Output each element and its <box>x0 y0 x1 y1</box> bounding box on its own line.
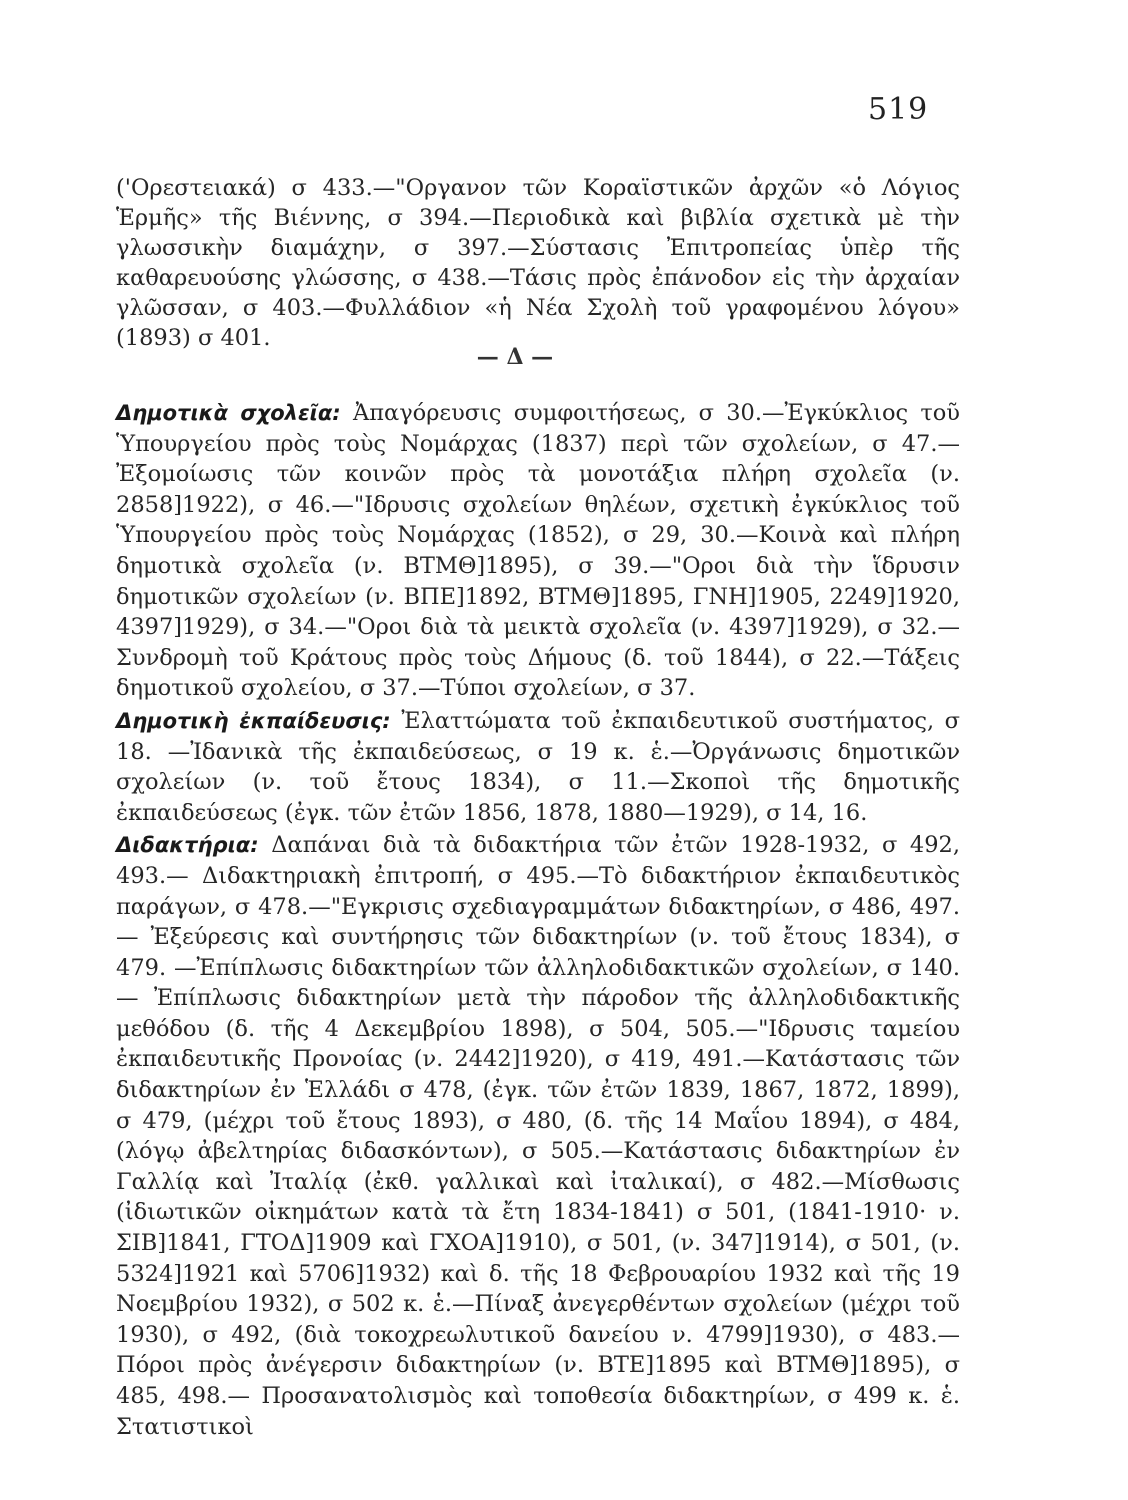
entry-text: Δαπάναι διὰ τὰ διδακτήρια τῶν ἐτῶν 1928-1932, σ 492, 493.— Διδακτηριακὴ ἐπιτροπή, σ 495.—Τὸ διδακτήριον ἐκπαιδευτικὸς παράγων, σ 478.—"Εγκρισις σχεδιαγραμμάτων διδακτηρίων, σ 486, 497.— Ἐξεύρεσις καὶ συντήρησις τῶν διδακτηρίων (ν. τοῦ ἔτους 1834), σ 479. —Ἐπίπλωσις διδακτηρίων τῶν ἀλληλοδιδακτικῶν σχολείων, σ 140.— Ἐπίπλωσις διδακτηρίων μετὰ τὴν πάροδον τῆς ἀλληλοδιδακτικῆς μεθόδου (δ. τῆς 4 Δεκεμβρίου 1898), σ 504, 505.—"Ιδρυσις ταμείου ἐκπαιδευτικῆς Προνοίας (ν. 2442]1920), σ 419, 491.—Κατάστασις τῶν διδακτηρίων ἐν Ἑλλάδι σ 478, (ἐγκ. τῶν ἐτῶν 1839, 1867, 1872, 1899), σ 479, (μέχρι τοῦ ἔτους 1893), σ 480, (δ. τῆς 14 Μαΐου 1894), σ 484, (λόγῳ ἀβελτηρίας διδασκόντων), σ 505.—Κατάστασις διδακτηρίων ἐν Γαλλίᾳ καὶ Ἰταλίᾳ (ἐκθ. γαλλικαὶ καὶ ἰταλικαί), σ 482.—Μίσθωσις (ἰδιωτικῶν οἰκημάτων κατὰ τὰ ἔτη 1834-1841) σ 501, (1841-1910· ν. ΣΙΒ]1841, ΓΤΟΔ]1909 καὶ ΓΧΟΑ]1910), σ 501, (ν. 347]1914), σ 501, (ν. 5324]1921 καὶ 5706]1932) καὶ δ. τῆς 18 Φεβρουαρίου 1932 καὶ τῆς 19 Νοεμβρίου 1932), σ 502 κ. ἑ.—Πίναξ ἀνεγερθέντων σχολείων (μέχρι τοῦ 1930), σ 492, (διὰ τοκοχρεωλυτικοῦ δανείου ν. 4799]1930), σ 483.—Πόροι πρὸς ἀνέγερσιν διδακτηρίων (ν. ΒΤΕ]1895 καὶ ΒΤΜΘ]1895), σ 485, 498.— Προσανατολισμὸς καὶ τοποθεσία διδακτηρίων, σ 499 κ. ἑ. Στατιστικοὶ <box>116 832 960 1440</box>
page-number: 519 <box>868 92 929 127</box>
index-entry-dimotiki-ekpaidefsis <box>116 706 960 828</box>
index-entries <box>116 398 960 1444</box>
entry-text: Ἐλαττώματα τοῦ ἐκπαιδευτικοῦ συστήματος, σ 18. —Ἰδανικὰ τῆς ἐκπαιδεύσεως, σ 19 κ. ἑ.—Ὀργάνωσις δημοτικῶν σχολείων (ν. τοῦ ἔτους 1834), σ 11.—Σκοποὶ τῆς δημοτικῆς ἐκπαιδεύσεως (ἐγκ. τῶν ἐτῶν 1856, 1878, 1880—1929), σ 14, 16. <box>116 707 960 826</box>
section-letter-heading: — Δ — <box>476 344 554 370</box>
entry-heading: Δημοτικὰ σχολεῖα: <box>116 401 353 425</box>
index-entry-dimotika-scholeia <box>116 398 960 704</box>
index-entry-didaktiria <box>116 830 960 1442</box>
entry-heading: Διδακτήρια: <box>116 833 272 858</box>
intro-paragraph: ('Ορεστειακά) σ 433.—"Οργανον τῶν Κοραϊστικῶν ἀρχῶν «ὁ Λόγιος Ἑρμῆς» τῆς Βιέννης, σ 394.—Περιοδικὰ καὶ βιβλία σχετικὰ μὲ τὴν γλωσσικὴν διαμάχην, σ 397.—Σύστασις Ἐπιτροπείας ὑπὲρ τῆς καθαρευούσης γλώσσης, σ 438.—Τάσις πρὸς ἐπάνοδον εἰς τὴν ἀρχαίαν γλῶσσαν, σ 403.—Φυλλάδιον «ἡ Νέα Σχολὴ τοῦ γραφομένου λόγου» (1893) σ 401. <box>116 174 960 351</box>
entry-text: Ἀπαγόρευσις συμφοιτήσεως, σ 30.—Ἐγκύκλιος τοῦ Ὑπουργείου πρὸς τοὺς Νομάρχας (1837) περὶ τῶν σχολείων, σ 47.—Ἐξομοίωσις τῶν κοινῶν πρὸς τὰ μονοτάξια πλήρη σχολεῖα (ν. 2858]1922), σ 46.—"Ιδρυσις σχολείων θηλέων, σχετικὴ ἐγκύκλιος τοῦ Ὑπουργείου πρὸς τοὺς Νομάρχας (1852), σ 29, 30.—Κοινὰ καὶ πλήρη δημοτικὰ σχολεῖα (ν. ΒΤΜΘ]1895), σ 39.—"Οροι διὰ τὴν ἵδρυσιν δημοτικῶν σχολείων (ν. ΒΠΕ]1892, ΒΤΜΘ]1895, ΓΝΗ]1905, 2249]1920, 4397]1929), σ 34.—"Οροι διὰ τὰ μεικτὰ σχολεῖα (ν. 4397]1929), σ 32.—Συνδρομὴ τοῦ Κράτους πρὸς τοὺς Δήμους (δ. τοῦ 1844), σ 22.—Τάξεις δημοτικοῦ σχολείου, σ 37.—Τύποι σχολείων, σ 37. <box>116 400 960 702</box>
entry-heading: Δημοτικὴ ἐκπαίδευσις: <box>116 708 402 733</box>
